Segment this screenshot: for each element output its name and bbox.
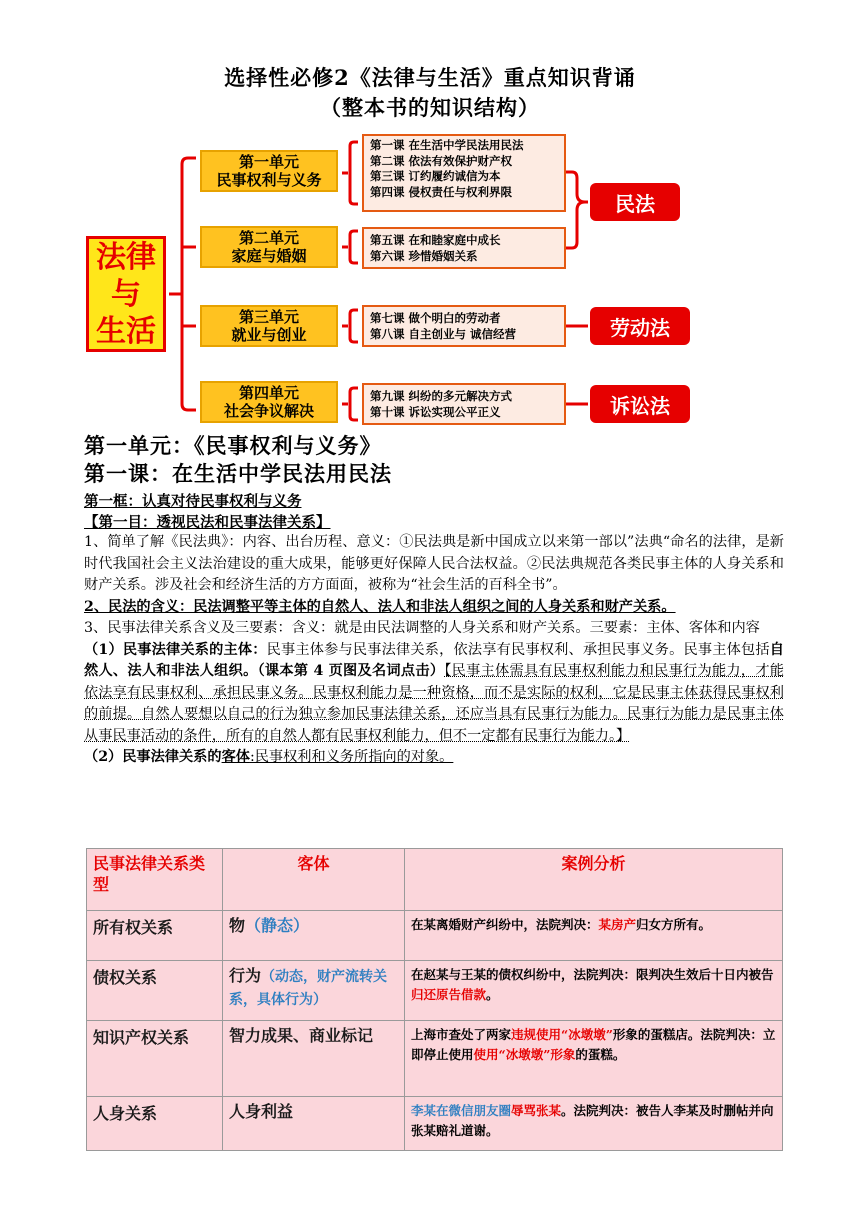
row-object: 物（静态） — [223, 911, 405, 961]
lesson-item: 第八课 自主创业与 诚信经营 — [370, 326, 517, 341]
item-heading: 【第一目：透视民法和民事法律关系】 — [84, 514, 331, 531]
root-line-2: 与 — [111, 276, 141, 312]
header-type: 民事法律关系类型 — [87, 849, 223, 911]
row-object-note: （动态，财产流转关系，具体行为） — [229, 969, 388, 1008]
row-case: 在某离婚财产纠纷中，法院判决：某房产归女方所有。 — [405, 911, 783, 961]
subject-label: （1）民事法律关系的主体： — [84, 641, 267, 658]
table-row — [87, 1021, 783, 1097]
unit-name: 第一单元 — [238, 153, 299, 171]
unit2-bracket — [342, 231, 358, 263]
case-highlight: 辱骂张某 — [511, 1103, 562, 1118]
row-object: 行为（动态，财产流转关系，具体行为） — [223, 961, 405, 1021]
lesson-item: 第三课 订约履约诚信为本 — [370, 169, 501, 183]
unit-box-2 — [200, 226, 338, 268]
law-tag-litigation: 诉讼法 — [590, 385, 690, 423]
law-tag-civil: 民法 — [590, 183, 680, 221]
case-highlight: 归还原告借款 — [411, 987, 487, 1002]
table-row — [87, 961, 783, 1021]
unit-bracket — [182, 158, 196, 410]
row-object: 智力成果、商业标记 — [223, 1021, 405, 1097]
unit4-bracket — [342, 388, 358, 420]
unit-topic: 就业与创业 — [231, 326, 307, 344]
lesson-item: 第一课 在生活中学民法用民法 — [370, 138, 524, 152]
page-subtitle: （整本书的知识结构） — [320, 95, 540, 120]
unit1-bracket — [342, 142, 358, 204]
lesson-box-unit1 — [362, 134, 566, 212]
row-type: 所有权关系 — [87, 911, 223, 961]
unit-name: 第四单元 — [238, 384, 299, 402]
unit-name: 第二单元 — [238, 229, 299, 247]
root-line-1: 法律 — [96, 239, 156, 275]
paragraph-4 — [84, 640, 784, 748]
subject-text: 民事主体参与民事法律关系，依法享有民事权利、承担民事义务。民事主体包括 — [266, 641, 770, 658]
paragraph-2: 2、民法的含义：民法调整平等主体的自然人、法人和非法人组织之间的人身关系和财产关系。 — [84, 598, 676, 615]
body-text — [84, 532, 784, 769]
root-box — [86, 236, 166, 352]
object-label: （2）民事法律关系的 — [84, 749, 222, 765]
lesson-box-unit4 — [362, 383, 566, 425]
law-tag-labor: 劳动法 — [590, 307, 690, 345]
subject-capacity-note: 【民事主体需具有民事权利能力和民事行为能力，才能依法享有民事权利、承担民事义务。民事权利能力是一种资格，而不是实际的权利，它是民事主体获得民事权利的前提。自然人要想以自己的行为独立参加民事法律关系，还应当具有民事行为能力。民事行为能力是民事主体从事民事活动的条件，所有的自然人都有民事权利能力，但不一定都有民事行为能力。】 — [84, 663, 785, 744]
civil-law-bracket — [566, 172, 588, 248]
paragraph-5 — [84, 747, 784, 769]
case-highlight-2: 使用“冰墩墩”形象 — [473, 1047, 576, 1062]
lesson-item: 第二课 依法有效保护财产权 — [370, 153, 513, 168]
lesson-item: 第四课 侵权责任与权利界限 — [370, 184, 513, 199]
row-type: 债权关系 — [87, 961, 223, 1021]
unit-name: 第三单元 — [238, 308, 299, 326]
object-text: :民事权利和义务所指向的对象。 — [249, 749, 454, 765]
unit-box-1 — [200, 150, 338, 192]
lesson-item: 第十课 诉讼实现公平正义 — [370, 404, 501, 419]
row-type: 人身关系 — [87, 1097, 223, 1151]
unit-topic: 民事权利与义务 — [216, 171, 322, 189]
frame-heading: 第一框：认真对待民事权利与义务 — [84, 493, 302, 510]
row-case: 在赵某与王某的债权纠纷中，法院判决：限判决生效后十日内被告归还原告借款。 — [405, 961, 783, 1021]
lesson-heading: 第一课：在生活中学民法用民法 — [84, 461, 392, 486]
unit-box-3 — [200, 305, 338, 347]
unit3-bracket — [342, 310, 358, 342]
table-row — [87, 911, 783, 961]
row-case: 上海市查处了两家违规使用“冰墩墩”形象的蛋糕店。法院判决：立即停止使用使用“冰墩墩”形象的蛋糕。 — [405, 1021, 783, 1097]
object-key: 客体 — [221, 749, 250, 765]
table-header-row — [87, 849, 783, 911]
unit-topic: 社会争议解决 — [223, 402, 314, 420]
row-type: 知识产权关系 — [87, 1021, 223, 1097]
row-case: 李某在微信朋友圈辱骂张某。法院判决：被告人李某及时删帖并向张某赔礼道谢。 — [405, 1097, 783, 1151]
page-title: 选择性必修2《法律与生活》重点知识背诵 — [224, 65, 636, 90]
unit-topic: 家庭与婚姻 — [231, 247, 307, 265]
row-object-note: （静态） — [245, 916, 310, 935]
header-case: 案例分析 — [405, 849, 783, 911]
lesson-box-unit3 — [362, 305, 566, 347]
table-row — [87, 1097, 783, 1151]
lesson-item: 第六课 珍惜婚姻关系 — [370, 248, 478, 263]
case-table — [86, 848, 783, 1151]
paragraph-1: 1、简单了解《民法典》：内容、出台历程、意义：①民法典是新中国成立以来第一部以”法典“命名的法律，是新时代我国社会主义法治建设的重大成果，能够更好保障人民合法权益。②民法典规范各类民事主体的人身关系和财产关系。涉及社会和经济生活的方方面面，被称为“社会生活的百科全书”。 — [84, 534, 784, 593]
case-highlight: 违规使用“冰墩墩” — [511, 1027, 613, 1042]
subject-types: 自然人、法人和非法人组织。（课本第 4 页图及名词点击） — [84, 641, 784, 679]
root-line-3: 生活 — [96, 313, 156, 349]
knowledge-structure-diagram — [80, 128, 700, 428]
row-object: 人身利益 — [223, 1097, 405, 1151]
lesson-item: 第七课 做个明白的劳动者 — [370, 311, 501, 325]
lesson-item: 第九课 纠纷的多元解决方式 — [370, 389, 513, 403]
paragraph-3: 3、民事法律关系含义及三要素：含义：就是由民法调整的人身关系和财产关系。三要素：主体、客体和内容 — [84, 620, 760, 636]
lesson-item: 第五课 在和睦家庭中成长 — [370, 233, 501, 247]
header-object: 客体 — [223, 849, 405, 911]
unit-box-4 — [200, 381, 338, 423]
unit-heading: 第一单元：《民事权利与义务》 — [84, 433, 382, 458]
lesson-box-unit2 — [362, 227, 566, 269]
case-highlight: 某房产 — [598, 917, 637, 932]
